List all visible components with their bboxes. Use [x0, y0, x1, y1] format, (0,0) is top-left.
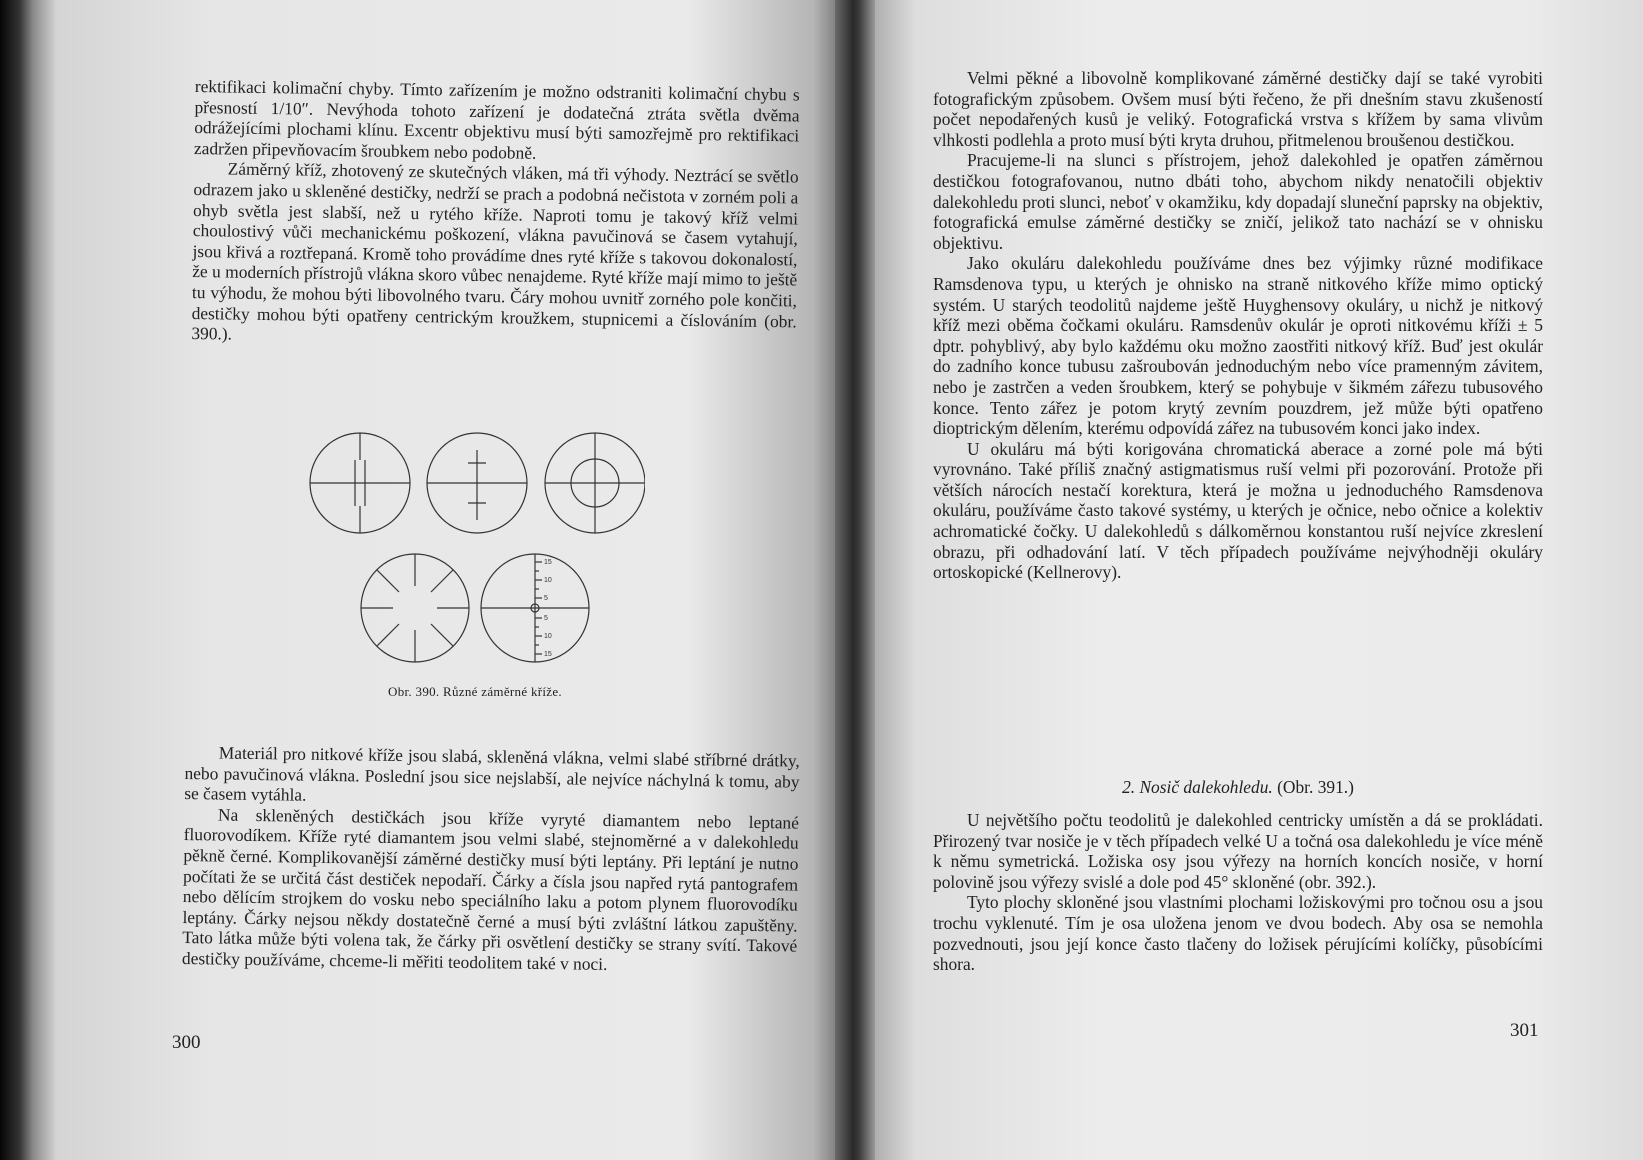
- paragraph: Materiál pro nitkové kříže jsou slabá, skleněná vlákna, velmi slabé stříbrné drátky, nebo pavučinová vlákna. Poslední jsou sice nejslabší, ale nejvíce náchylná k tomu, aby se časem vytáhla.: [184, 742, 800, 805]
- paragraph: Jako okuláru dalekohledu používáme dnes bez výjimky různé modifikace Ramsdenova typu, u kterých je ohnisko na straně nitkového kříže mimo optický systém. U starých teodolitů najdeme ještě Huyghensovy okuláry, u nichž je nitkový kříž mezi oběma čočkami okuláru. Ramsdenův okulár je oproti nitkovému kříži ± 5 dptr. pohyblivý, aby bylo každému oku možno zaostřiti nitkový kříž. Buď jest okulár do zadního konce tubusu zašroubován jednoduchým nebo více pramenným závitem, nebo je zastrčen a veden šroubkem, který se pohybuje v šikmém zářezu tubusového konce. Tento zářez je potom krytý zevním pouzdrem, jež může býti opatřeno dioptrickým dělením, kterému odpovídá zářez na tubusovém konci jako index.: [933, 253, 1543, 439]
- right-top-text: [933, 68, 1543, 583]
- scale-label: 5: [544, 595, 548, 602]
- crosshair-figure: [305, 430, 645, 680]
- paragraph: Tyto plochy skloněné jsou vlastními plochami ložiskovými pro točnou osu a jsou trochu vyklenuté. Tím je osa uložena jenom ve dvou bodech. Aby osa se nemohla pozvednouti, jsou její konce často tlačeny do ložisek pérujícími kolíčky, působícími shora.: [933, 892, 1543, 975]
- paragraph: U okuláru má býti korigována chromatická aberace a zorné pole má býti vyrovnáno. Také příliš značný astigmatismus ruší velmi při pozorování. Protože při větších nárocích nestačí korektura, která je možna u jednoduchého Ramsdenova okuláru, používáme často takové systémy, u kterých je očnice, nebo očnice a kolektiv achromatické čočky. U dalekohledů s dálkoměrnou konstantou ruší nejvíce zkreslení obrazu, při odhadování latí. V těch případech používáme nejvýhodněji okuláry ortoskopické (Kellnerovy).: [933, 438, 1543, 583]
- paragraph: Záměrný kříž, zhotovený ze skutečných vláken, má tři výhody. Neztrácí se světlo odrazem jako u skleněné destičky, nedrží se prach a podobná nečistota v zorném poli a ohyb světla jest slabší, než u rytého kříže. Naproti tomu je takový kříž velmi choulostivý vůči mechanickému poškození, vlákna pavučinová se časem vytahují, jsou křivá a roztřepaná. Kromě toho provádíme dnes ryté kříže s takovou dokonalostí, že u moderních přístrojů vlákna skoro vůbec nenajdeme. Ryté kříže mají mimo to ještě tu výhodu, že mohou býti libovolného tvaru. Čáry mohou uvnitř zorného pole končiti, destičky mohou býti opatřeny centrickým kroužkem, stupnicemi a číslováním (obr. 390.).: [191, 158, 799, 344]
- reticle-4: [361, 554, 469, 662]
- section-title: 2. Nosič dalekohledu.: [1122, 777, 1273, 797]
- scale-label: 5: [544, 615, 548, 622]
- book-gutter: [835, 0, 875, 1160]
- figure-caption: Obr. 390. Různé záměrné kříže.: [388, 684, 562, 699]
- scale-label: 15: [544, 651, 552, 658]
- section-heading: [933, 777, 1543, 798]
- left-bottom-text: [182, 742, 800, 977]
- section-figure-ref: (Obr. 391.): [1277, 777, 1354, 797]
- reticle-2: [427, 433, 527, 533]
- page-edges: [0, 0, 55, 1160]
- page-number-left: 300: [172, 1032, 201, 1053]
- paragraph: Na skleněných destičkách jsou kříže vyryté diamantem nebo leptané fluorovodíkem. Kříže ryté diamantem jsou velmi slabé, stejnoměrné a v dalekohledu pěkně černé. Komplikovanější záměrné destičky musí býti leptány. Při leptání je nutno počítati že se určitá část destiček nepodaří. Čárky a čísla jsou napřed rytá pantografem nebo dělícím strojkem do vosku nebo speciálního laku a potom plynem fluorovodíku leptány. Čárky nejsou někdy dostatečně černé a musí býti zvláštní látkou zapuštěny. Tato látka může býti volena tak, že čárky při osvětlení destičky se strany svítí. Takové destičky používáme, chceme-li měřiti teodolitem také v noci.: [181, 804, 800, 974]
- paragraph: Pracujeme-li na slunci s přístrojem, jehož dalekohled je opatřen záměrnou destičkou fotografovanou, nutno dbáti toho, abychom nikdy nenatočili objektiv dalekohledu proti slunci, neboť v okamžiku, kdy dopadají sluneční paprsky na objektiv, fotografická emulse záměrné destičky se zničí, jelikož tato nachází se v ohnisku objektivu.: [933, 150, 1544, 253]
- scale-label: 10: [544, 577, 552, 584]
- reticle-1: [310, 433, 410, 533]
- reticle-3: [545, 433, 645, 533]
- scale-label: 10: [544, 633, 552, 640]
- left-top-text: [191, 76, 800, 352]
- scale-label: 15: [544, 559, 552, 566]
- page-number-right: 301: [1510, 1020, 1539, 1041]
- paragraph: Velmi pěkné a libovolně komplikované záměrné destičky dají se také vyrobiti fotografickým způsobem. Ovšem musí býti řečeno, že při dnešním stavu zkušeností počet nepodařených kusů je veliký. Fotografická vrstva s křížem by sama vlivům vlhkosti podlehla a proto musí býti kryta druhou, přitmelenou broušenou destičkou.: [933, 68, 1543, 150]
- right-bottom-text: [933, 810, 1543, 975]
- reticle-5: [481, 554, 589, 662]
- paragraph: rektifikaci kolimační chyby. Tímto zařízením je možno odstraniti kolimační chybu s přesností 1/10″. Nevýhoda tohoto zařízení je dodatečná ztráta světla dvěma odrážejícími plochami klínu. Excentr objektivu musí býti samozřejmě pro rektifikaci zadržen připevňovacím šroubkem nebo podobně.: [193, 76, 800, 163]
- paragraph: U největšího počtu teodolitů je dalekohled centricky umístěn a dá se prokládati. Přirozený tvar nosiče je v těch případech velké U a točná osa dalekohledu je více méně k němu symetrická. Ložiska osy jsou výřezy na horních koncích nosiče, v horní polovině jsou výřezy svislé a dole pod 45° skloněné (obr. 392.).: [933, 810, 1543, 892]
